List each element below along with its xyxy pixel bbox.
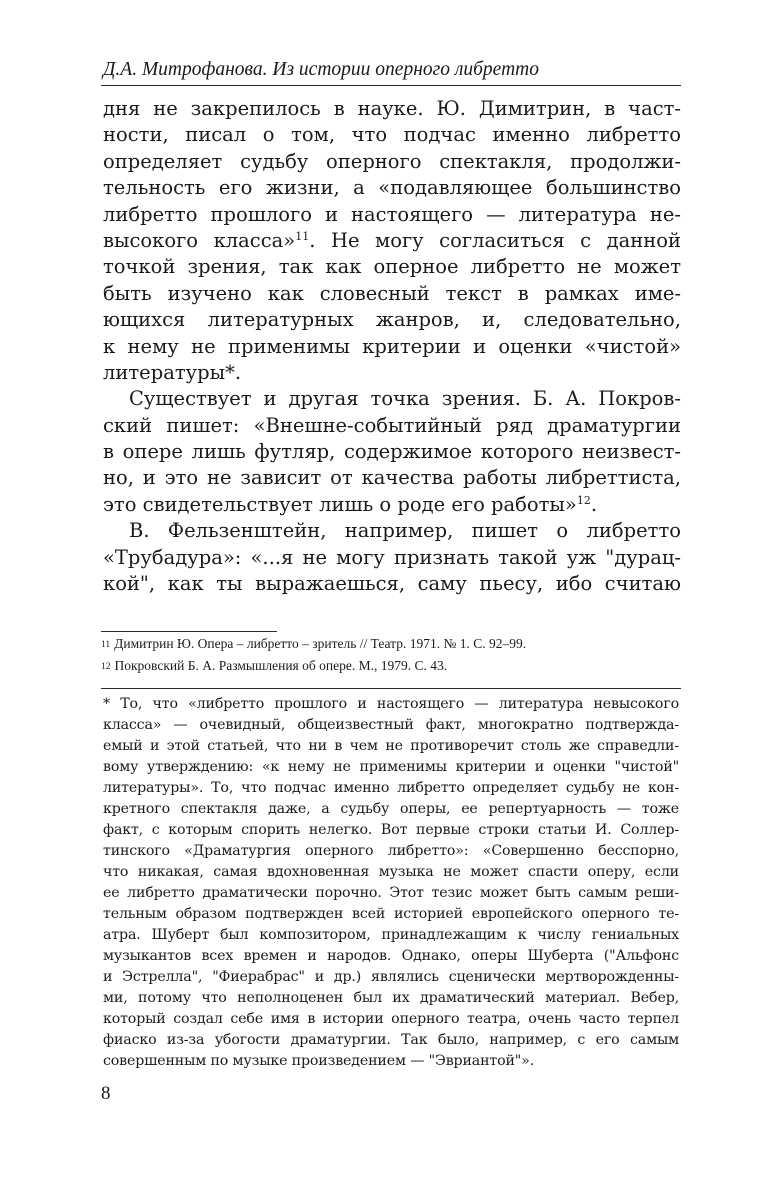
- note-line: ее либретто драматически порочно. Этот тезис может быть самым реши-: [103, 885, 679, 901]
- note-line: музыкантов всех времен и народов. Однако, оперы Шуберта ("Альфонс: [103, 948, 679, 964]
- text-line: [103, 492, 681, 518]
- note-line: атра. Шуберт был композитором, принадлежащим к числу гениальных: [103, 927, 679, 943]
- footnote-divider: [101, 631, 277, 632]
- note-line: который создал себе имя в истории оперного театра, очень часто терпел: [103, 1011, 679, 1027]
- text-line: «Трубадура»: «...я не могу признать такой уж "дурац-: [103, 545, 681, 569]
- text-line: дня не закрепилось в науке. Ю. Димитрин, в част-: [103, 97, 681, 120]
- note-line: литературы». То, что подчас именно либретто определяет судьбу не кон-: [103, 780, 679, 796]
- note-line: * То, что «либретто прошлого и настоящего — литература невысокого: [103, 696, 679, 712]
- text-fragment: . Не могу согласиться с данной: [309, 228, 682, 252]
- author-note: [103, 694, 679, 1072]
- text-fragment: высокого класса»: [103, 228, 296, 252]
- text-fragment: .: [590, 492, 598, 516]
- note-line: что никакая, самая вдохновенная музыка не может спасти оперу, если: [103, 864, 679, 880]
- text-line: кой", как ты выражаешься, саму пьесу, ибо считаю: [103, 572, 681, 596]
- footnotes: [101, 633, 681, 677]
- note-line: фиаско из-за убогости драматургии. Так было, например, с его самым: [103, 1032, 679, 1048]
- note-line: совершенным по музыке произведением — "Эвриантой"».: [103, 1053, 535, 1069]
- text-line: Существует и другая точка зрения. Б. А. Покров-: [129, 387, 681, 411]
- main-text: [103, 96, 681, 597]
- text-line: определяет судьбу оперного спектакля, продолжи-: [103, 149, 681, 173]
- footnote-number: 12: [101, 662, 111, 672]
- note-divider: [101, 688, 681, 689]
- text-line: быть изучено как словесный текст в рамках име-: [103, 281, 681, 305]
- page-number: 8: [101, 1083, 111, 1104]
- note-line: тинского «Драматургия оперного либретто»: «Совершенно бесспорно,: [103, 843, 679, 859]
- header-divider: [101, 85, 681, 86]
- note-line: вому утверждению: «к нему не применимы критерии и оценки "чистой": [103, 759, 679, 775]
- note-line: и Эстрелла", "Фиерабрас" и др.) являлись сценически мертворожденны-: [103, 969, 679, 985]
- text-line: литературы*.: [103, 360, 242, 384]
- text-line: В. Фельзенштейн, например, пишет о либретто: [129, 519, 681, 543]
- footnote-ref-12: 12: [576, 493, 591, 507]
- note-line: емый и этой статьей, что ни в чем не противоречит столь же справедли-: [103, 738, 679, 754]
- text-line: точкой зрения, так как оперное либретто не может: [103, 255, 681, 279]
- text-line: тельность его жизни, а «подавляющее большинство: [103, 176, 681, 200]
- note-line: ми, потому что неполноценен был их драматический материал. Вебер,: [103, 990, 679, 1006]
- text-line: к нему не применимы критерии и оценки «чистой»: [103, 334, 681, 358]
- note-line: тельным образом подтвержден всей историей европейского оперного те-: [103, 906, 679, 922]
- note-line: факт, с которым спорить нелегко. Вот первые строки статьи И. Соллер-: [103, 822, 679, 838]
- footnote-11: [101, 633, 681, 655]
- text-line: в опере лишь футляр, содержимое которого неизвест-: [103, 440, 681, 464]
- text-line: ности, писал о том, что подчас именно либретто: [103, 123, 681, 147]
- text-line: ский пишет: «Внешне-событийный ряд драматургии: [103, 413, 681, 437]
- note-line: кретного спектакля даже, а судьбу оперы, ее репертуарность — тоже: [103, 801, 679, 817]
- footnote-text: Покровский Б. А. Размышления об опере. М., 1979. С. 43.: [114, 658, 448, 673]
- text-line: [103, 228, 681, 254]
- text-line: ющихся литературных жанров, и, следовательно,: [103, 308, 681, 332]
- footnote-text: Димитрин Ю. Опера – либретто – зритель // Театр. 1971. № 1. С. 92–99.: [114, 636, 527, 651]
- footnote-ref-11: 11: [295, 229, 310, 243]
- footnote-12: [101, 655, 681, 677]
- running-title: Д.А. Митрофанова. Из истории оперного либретто: [103, 59, 539, 80]
- footnote-number: 11: [101, 640, 111, 650]
- note-line: класса» — очевидный, общеизвестный факт, многократно подтвержда-: [103, 717, 679, 733]
- text-fragment: это свидетельствует лишь о роде его работы»: [103, 492, 577, 516]
- text-line: но, и это не зависит от качества работы либреттиста,: [103, 466, 681, 490]
- text-line: либретто прошлого и настоящего — литература не-: [103, 202, 681, 226]
